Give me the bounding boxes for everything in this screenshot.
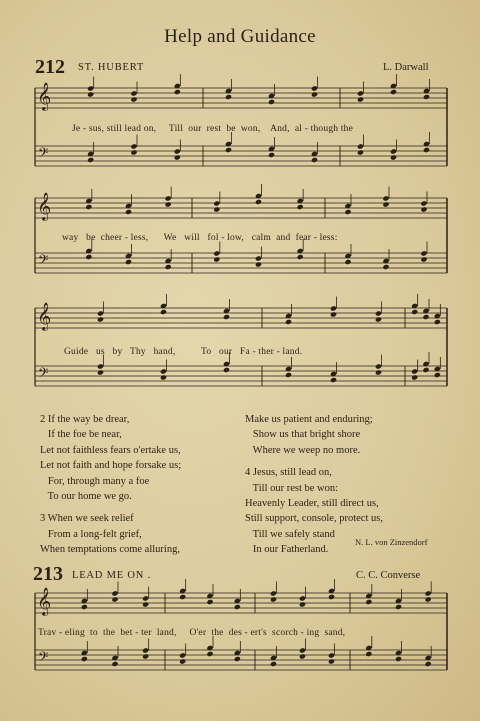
verse-line: 3 When we seek relief [40,513,134,525]
lyric-line-213-1: Trav - eling to the bet - ter land, O'er the des - ert's scorch - ing sand, [38,628,346,638]
verse-line: Show us that bright shore [245,429,361,441]
system-2-treble [35,198,447,218]
lyric-line-2: way be cheer - less, We will fol - low, calm and fear - less: [62,233,338,243]
verse-line: Make us patient and enduring; [245,414,373,425]
verse-line: 2 If the way be drear, [40,414,130,425]
svg-text:𝄢: 𝄢 [38,252,49,271]
verse-line [245,458,383,465]
svg-text:𝄞: 𝄞 [37,587,52,615]
verse-line: 4 Jesus, still lead on, [245,467,332,479]
verse-line: Let not faith and hope forsake us; [40,460,182,472]
composer-212: L. Darwall [383,62,429,73]
verse-line: For, through many a foe [40,475,150,487]
system-3-bass [35,366,447,386]
verse-line: To our home we go. [40,491,132,503]
system-3-treble [35,308,447,328]
svg-text:𝄢: 𝄢 [38,649,49,668]
verse-line: Till we safely stand [245,528,335,540]
system-213-treble [35,593,447,613]
verse-line: Still support, console, protect us, [245,513,383,525]
hymn-number-213: 213 [33,563,63,585]
verse-line: When temptations come alluring, [40,544,180,556]
svg-text:𝄞: 𝄞 [37,82,52,110]
system-1-bass [35,146,447,166]
svg-text:𝄢: 𝄢 [38,365,49,384]
verse-line: Heavenly Leader, still direct us, [245,498,379,510]
svg-text:𝄞: 𝄞 [37,302,52,330]
lyric-line-1: Je - sus, still lead on, Till our rest be won, And, al - though the [72,124,353,134]
verse-line: From a long-felt grief, [40,528,142,540]
tune-name-212: ST. HUBERT [78,62,145,73]
verse-line: If the foe be near, [40,429,122,441]
verse-line [40,504,181,511]
verse-line: Where we weep no more. [245,444,361,456]
tune-name-213: LEAD ME ON . [72,570,152,581]
verse-line: In our Fatherland. [245,544,329,556]
composer-213: C. C. Converse [356,570,421,581]
hymn-number-212: 212 [35,56,65,78]
verse-line: Let not faithless fears o'ertake us, [40,444,181,456]
svg-text:𝄢: 𝄢 [38,145,49,164]
system-1-treble [35,88,447,108]
verses-right-column [245,412,383,558]
page-title: Help and Guidance [164,26,316,47]
verse-line: Till our rest be won: [245,482,339,494]
svg-text:𝄞: 𝄞 [37,192,52,220]
verses-left-column [40,412,181,558]
lyric-line-3: Guide us by Thy hand, To our Fa - ther - land. [64,347,303,357]
author-credit-212: N. L. von Zinzendorf [355,537,428,547]
system-213-bass [35,650,447,670]
